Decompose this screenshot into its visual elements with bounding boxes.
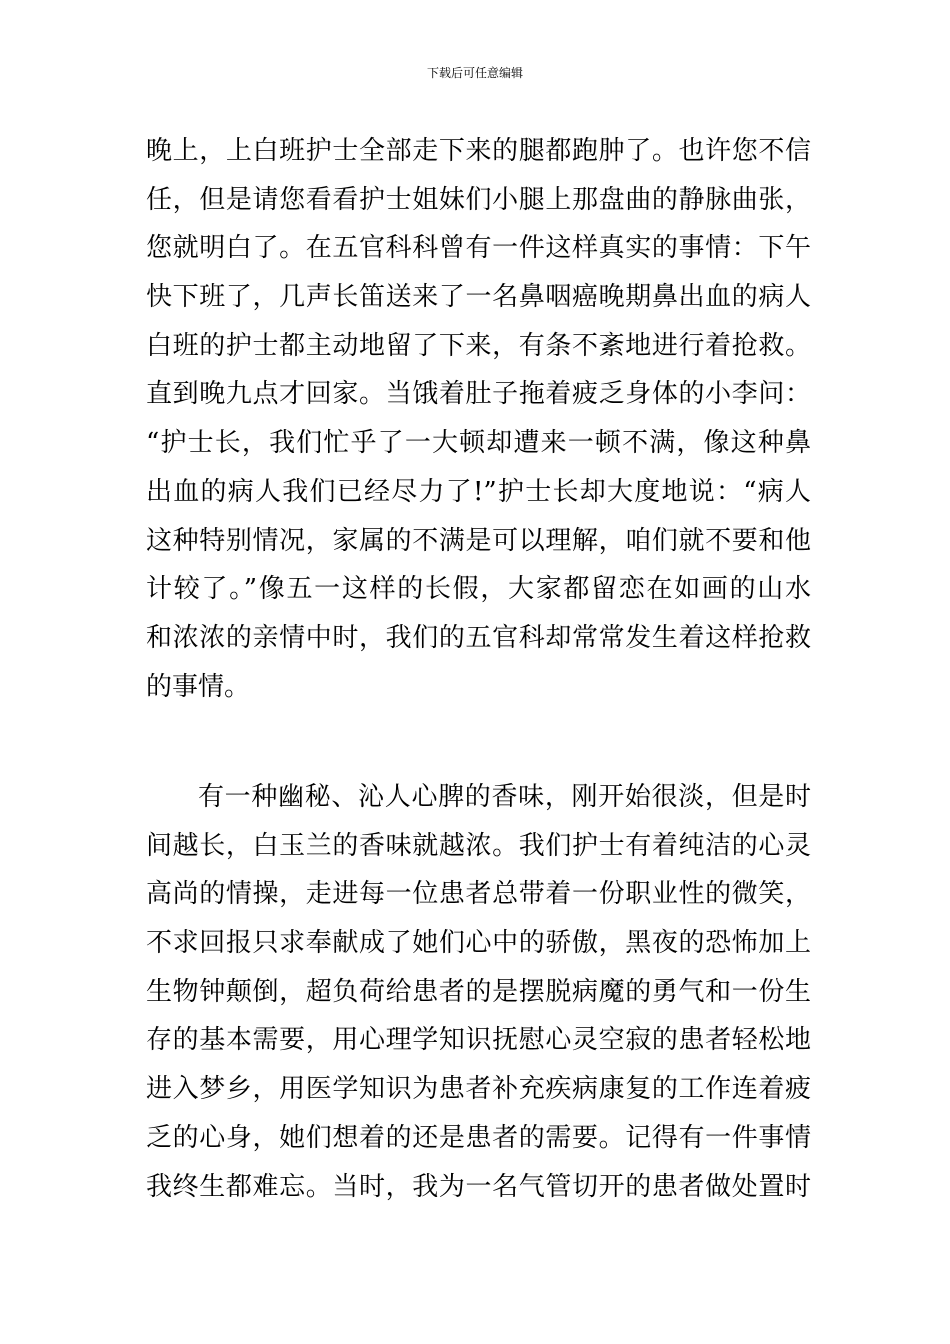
text-line: 计较了。”像五一这样的长假，大家都留恋在如画的山水 [146, 574, 811, 605]
text-line: 进入梦乡，用医学知识为患者补充疾病康复的工作连着疲 [146, 1074, 811, 1105]
text-line: 晚上，上白班护士全部走下来的腿都跑肿了。也许您不信 [146, 136, 811, 166]
text-line: 和浓浓的亲情中时，我们的五官科却常常发生着这样抢救 [146, 622, 811, 653]
text-line: 这种特别情况，家属的不满是可以理解，咱们就不要和他 [146, 525, 811, 556]
text-line: 直到晚九点才回家。当饿着肚子拖着疲乏身体的小李问： [146, 379, 811, 410]
page-header: 下载后可任意编辑 [426, 66, 523, 80]
text-line: 乏的心身，她们想着的还是患者的需要。记得有一件事情 [146, 1122, 811, 1153]
text-line: 您就明白了。在五官科科曾有一件这样真实的事情：下午 [146, 233, 811, 264]
text-line: 高尚的情操，走进每一位患者总带着一份职业性的微笑， [146, 879, 811, 910]
text-line: 生物钟颠倒，超负荷给患者的是摆脱病魔的勇气和一份生 [146, 976, 811, 1007]
text-line: 有一种幽秘、沁人心脾的香味，刚开始很淡，但是时 [198, 782, 811, 812]
text-line: 间越长，白玉兰的香味就越浓。我们护士有着纯洁的心灵 [146, 830, 811, 861]
text-line: 任，但是请您看看护士姐妹们小腿上那盘曲的静脉曲张， [146, 184, 811, 215]
text-line: 不求回报只求奉献成了她们心中的骄傲，黑夜的恐怖加上 [146, 928, 811, 959]
text-line: 我终生都难忘。当时，我为一名气管切开的患者做处置时 [146, 1171, 811, 1202]
paragraph-1 [146, 127, 811, 711]
text-line: 白班的护士都主动地留了下来，有条不紊地进行着抢救。 [146, 330, 811, 361]
paragraph-2 [146, 773, 811, 1211]
text-line: 的事情。 [146, 671, 251, 702]
text-line: 出血的病人我们已经尽力了!”护士长却大度地说：“病人 [146, 476, 811, 507]
text-line: “护士长，我们忙乎了一大顿却遭来一顿不满，像这种鼻 [146, 428, 811, 459]
text-line: 存的基本需要，用心理学知识抚慰心灵空寂的患者轻松地 [146, 1025, 811, 1056]
text-line: 快下班了，几声长笛送来了一名鼻咽癌晚期鼻出血的病人 [146, 282, 811, 313]
